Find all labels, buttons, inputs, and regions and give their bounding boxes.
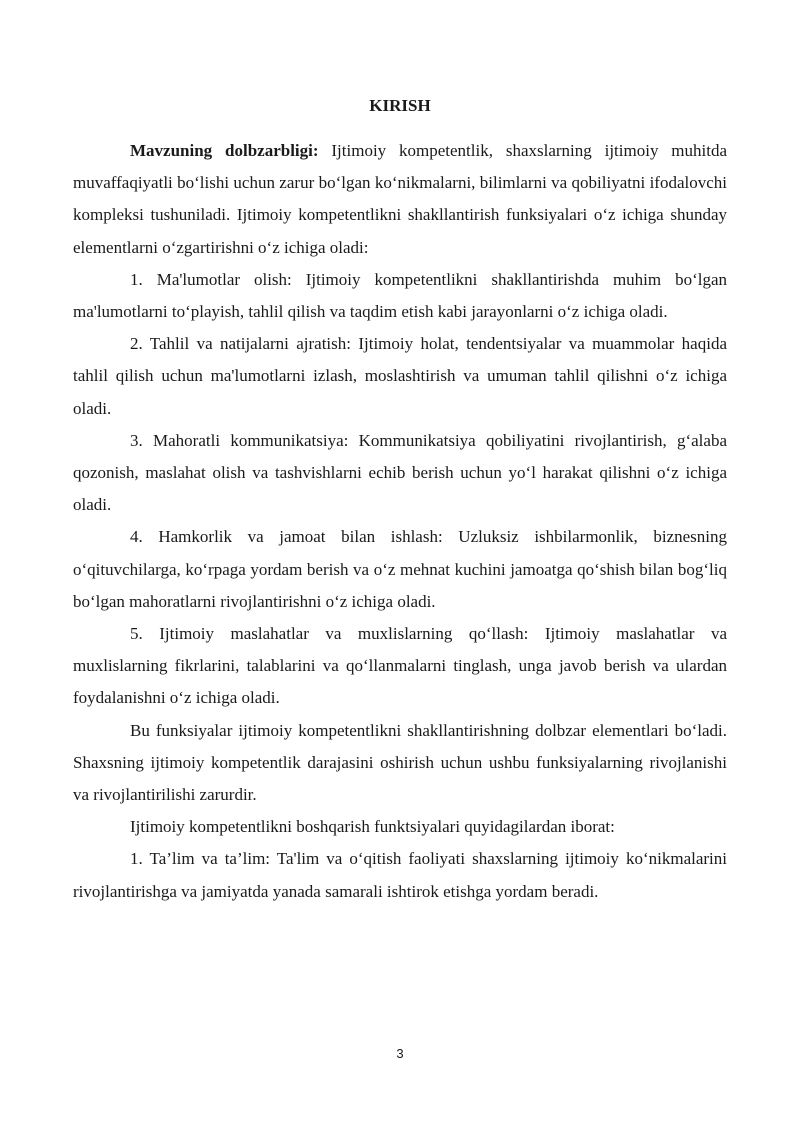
function-item-1: 1. Ta’lim va ta’lim: Ta'lim va o‘qitish faoliyati shaxslarning ijtimoiy ko‘nikmalarini rivojlantirishga va jamiyatda yanada samarali ishtirok etishga yordam beradi. bbox=[73, 849, 727, 901]
list-item-4: 4. Hamkorlik va jamoat bilan ishlash: Uzluksiz ishbilarmonlik, biznesning o‘qituvchilarga, ko‘rpaga yordam berish va o‘z mehnat kuchini jamoatga qo‘shish bilan bog‘liq bo‘lgan mahoratlarni rivojlantirishni o‘z ichiga oladi. bbox=[73, 527, 727, 611]
list-item-2: 2. Tahlil va natijalarni ajratish: Ijtimoiy holat, tendentsiyalar va muammolar haqida tahlil qilish uchun ma'lumotlarni izlash, moslashtirish va umuman tahlil qilishni o‘z ichiga oladi. bbox=[73, 334, 727, 418]
list-item-5: 5. Ijtimoiy maslahatlar va muxlislarning qo‘llash: Ijtimoiy maslahatlar va muxlislarning fikrlarini, talablarini va qo‘llanmalarni tinglash, unga javob berish va ulardan foydalanishni o‘z ichiga oladi. bbox=[73, 624, 727, 708]
page-number: 3 bbox=[396, 1046, 404, 1061]
intro-paragraph bbox=[73, 135, 727, 264]
lead-label: Mavzuning dolbzarbligi: bbox=[130, 141, 319, 160]
page-title: KIRISH bbox=[369, 96, 431, 115]
functions-intro: Ijtimoiy kompetentlikni boshqarish funktsiyalari quyidagilardan iborat: bbox=[130, 817, 615, 837]
document-body bbox=[73, 135, 727, 908]
summary-paragraph: Bu funksiyalar ijtimoiy kompetentlikni shakllantirishning dolbzar elementlari bo‘ladi. Shaxsning ijtimoiy kompetentlik darajasini oshirish uchun ushbu funksiyalarning rivojlanishi va rivojlantirilishi zarurdir. bbox=[73, 720, 727, 805]
list-item-3: 3. Mahoratli kommunikatsiya: Kommunikatsiya qobiliyatini rivojlantirish, g‘alaba qozonish, maslahat olish va tashvishlarni echib berish uchun yo‘l harakat qilishni o‘z ichiga oladi. bbox=[73, 430, 727, 515]
lead-text: Ijtimoiy kompetentlik, shaxslarning ijtimoiy muhitda muvaffaqiyatli bo‘lishi uchun zarur bo‘lgan ko‘nikmalarni, bilimlarni va qobiliyatni ifodalovchi kompleksi tushuniladi. Ijtimoiy kompetentlikni shakllantirish funksiyalari o‘z ichiga shunday elementlarni o‘zgartirishni o‘z ichiga oladi: bbox=[73, 141, 728, 257]
list-item-1: 1. Ma'lumotlar olish: Ijtimoiy kompetentlikni shakllantirishda muhim bo‘lgan ma'lumotlarni to‘playish, tahlil qilish va taqdim etish kabi jarayonlarni o‘z ichiga oladi. bbox=[73, 269, 727, 322]
